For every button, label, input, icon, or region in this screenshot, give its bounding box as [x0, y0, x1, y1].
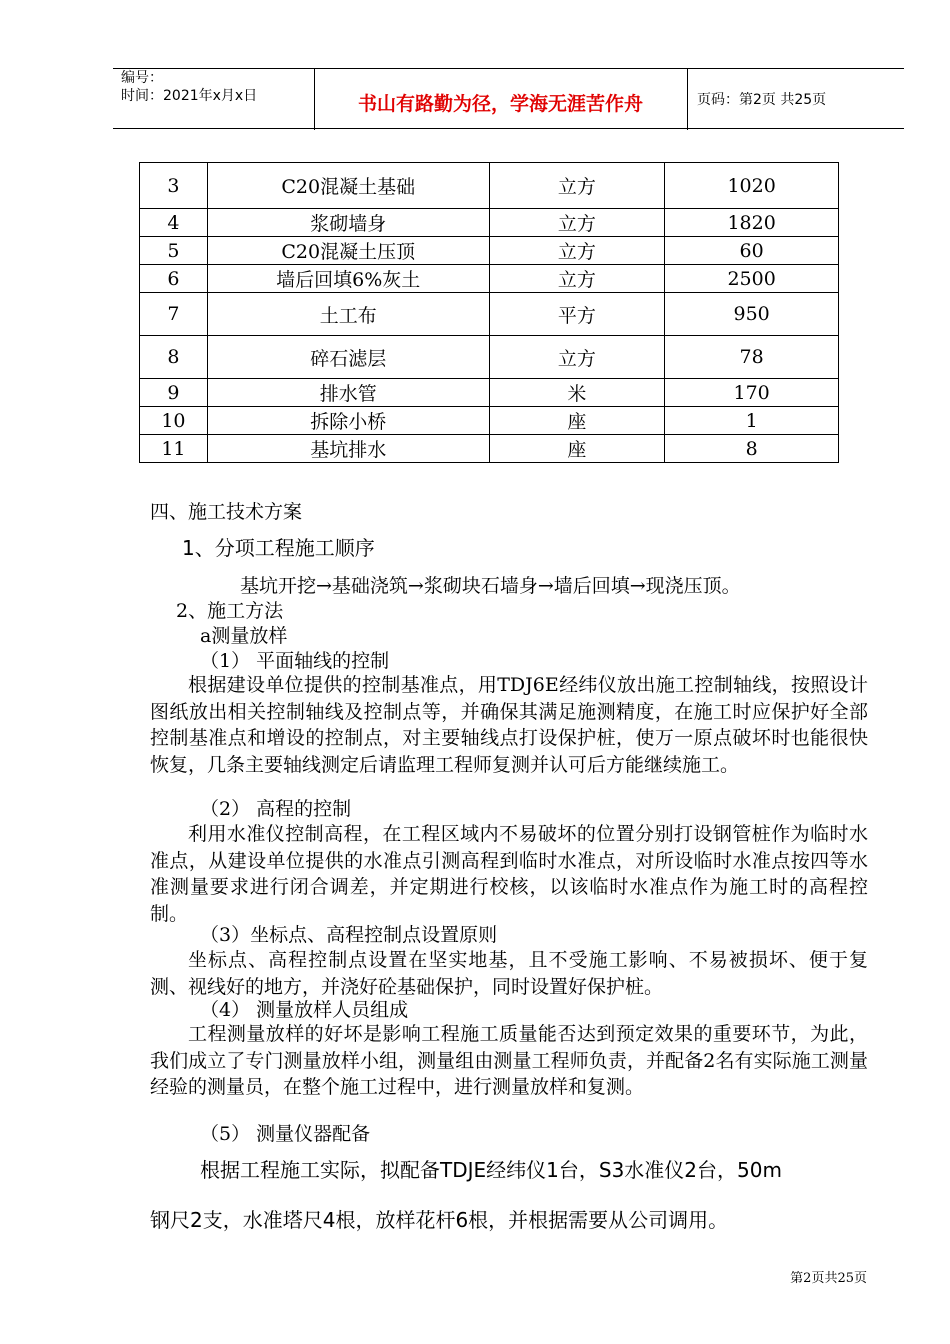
table-row: [140, 379, 839, 407]
row-unit: 立方: [489, 237, 665, 265]
paragraph: 坐标点、高程控制点设置在坚实地基，且不受施工影响、不易被损坏、便于复测、视线好的地方，并浇好砼基础保护，同时设置好保护桩。: [150, 949, 868, 998]
row-number: 5: [140, 237, 208, 265]
subsection-title: 1、分项工程施工顺序: [182, 536, 375, 560]
paragraph-line: 根据工程施工实际，拟配备TDJE经纬仪1台，S3水准仪2台，50m: [200, 1158, 782, 1182]
table-row: [140, 407, 839, 435]
header-meta: [121, 69, 257, 105]
paragraph: 工程测量放样的好坏是影响工程施工质量能否达到预定效果的重要环节，为此，我们成立了专门测量放样小组，测量组由测量工程师负责，并配备2名有实际施工测量经验的测量员，在整个施工过程中，进行测量放样和复测。: [150, 1023, 868, 1098]
row-quantity: 60: [665, 237, 839, 265]
quantity-table: [139, 162, 839, 463]
row-quantity: 950: [665, 293, 839, 336]
item-title: （3）坐标点、高程控制点设置原则: [200, 924, 498, 946]
paragraph: 利用水准仪控制高程，在工程区域内不易破坏的位置分别打设钢管桩作为临时水准点，从建设单位提供的水准点引测高程到临时水准点，对所设临时水准点按四等水准测量要求进行闭合调差，并定期进行校核，以该临时水准点作为施工时的高程控制。: [150, 823, 868, 925]
item-title: （4） 测量放样人员组成: [200, 999, 409, 1021]
table-row: [140, 237, 839, 265]
row-unit: 平方: [489, 293, 665, 336]
row-quantity: 1: [665, 407, 839, 435]
row-quantity: 170: [665, 379, 839, 407]
header-divider: [687, 69, 688, 130]
row-quantity: 1820: [665, 209, 839, 237]
header-slogan: 书山有路勤为径，学海无涯苦作舟: [357, 93, 643, 115]
table-row: [140, 163, 839, 209]
row-item: C20混凝土基础: [207, 163, 489, 209]
row-number: 8: [140, 336, 208, 379]
row-item: C20混凝土压顶: [207, 237, 489, 265]
row-unit: 米: [489, 379, 665, 407]
row-item: 浆砌墙身: [207, 209, 489, 237]
row-number: 9: [140, 379, 208, 407]
subsection-title: a测量放样: [200, 625, 288, 647]
item-title: （5） 测量仪器配备: [200, 1123, 371, 1145]
paragraph-line: 钢尺2支，水准塔尺4根，放样花杆6根，并根据需要从公司调用。: [150, 1208, 729, 1232]
paragraph: 根据建设单位提供的控制基准点，用TDJ6E经纬仪放出施工控制轴线，按照设计图纸放出相关控制轴线及控制点等，并确保其满足施测精度，在施工时应保护好全部控制基准点和增设的控制点，对主要轴线点打设保护桩，使万一原点破坏时也能很快恢复，几条主要轴线测定后请监理工程师复测并认可后方能继续施工。: [150, 674, 868, 776]
row-unit: 立方: [489, 209, 665, 237]
row-item: 拆除小桥: [207, 407, 489, 435]
row-item: 排水管: [207, 379, 489, 407]
subsection-title: 2、施工方法: [176, 600, 284, 622]
table-row: [140, 293, 839, 336]
row-quantity: 8: [665, 435, 839, 463]
row-item: 碎石滤层: [207, 336, 489, 379]
construction-sequence: 基坑开挖→基础浇筑→浆砌块石墙身→墙后回填→现浇压顶。: [240, 575, 741, 597]
table-row: [140, 209, 839, 237]
item-title: （2） 高程的控制: [200, 798, 352, 820]
row-number: 10: [140, 407, 208, 435]
row-unit: 立方: [489, 265, 665, 293]
row-number: 3: [140, 163, 208, 209]
row-item: 基坑排水: [207, 435, 489, 463]
header-number: 编号：: [121, 70, 163, 86]
row-item: 墙后回填6%灰土: [207, 265, 489, 293]
header-page-number: 页码：第2页 共25页: [697, 92, 827, 108]
row-item: 土工布: [207, 293, 489, 336]
table-row: [140, 265, 839, 293]
row-unit: 座: [489, 435, 665, 463]
header-date: 时间：2021年x月x日: [121, 88, 258, 104]
row-quantity: 78: [665, 336, 839, 379]
row-quantity: 1020: [665, 163, 839, 209]
row-unit: 座: [489, 407, 665, 435]
row-unit: 立方: [489, 163, 665, 209]
row-number: 11: [140, 435, 208, 463]
table-row: [140, 435, 839, 463]
row-number: 4: [140, 209, 208, 237]
item-title: （1） 平面轴线的控制: [200, 650, 390, 672]
footer-page-number: 第2页共25页: [790, 1271, 867, 1286]
row-quantity: 2500: [665, 265, 839, 293]
row-unit: 立方: [489, 336, 665, 379]
row-number: 6: [140, 265, 208, 293]
page-header: [113, 68, 904, 129]
row-number: 7: [140, 293, 208, 336]
table-row: [140, 336, 839, 379]
section-title: 四、施工技术方案: [150, 501, 303, 523]
